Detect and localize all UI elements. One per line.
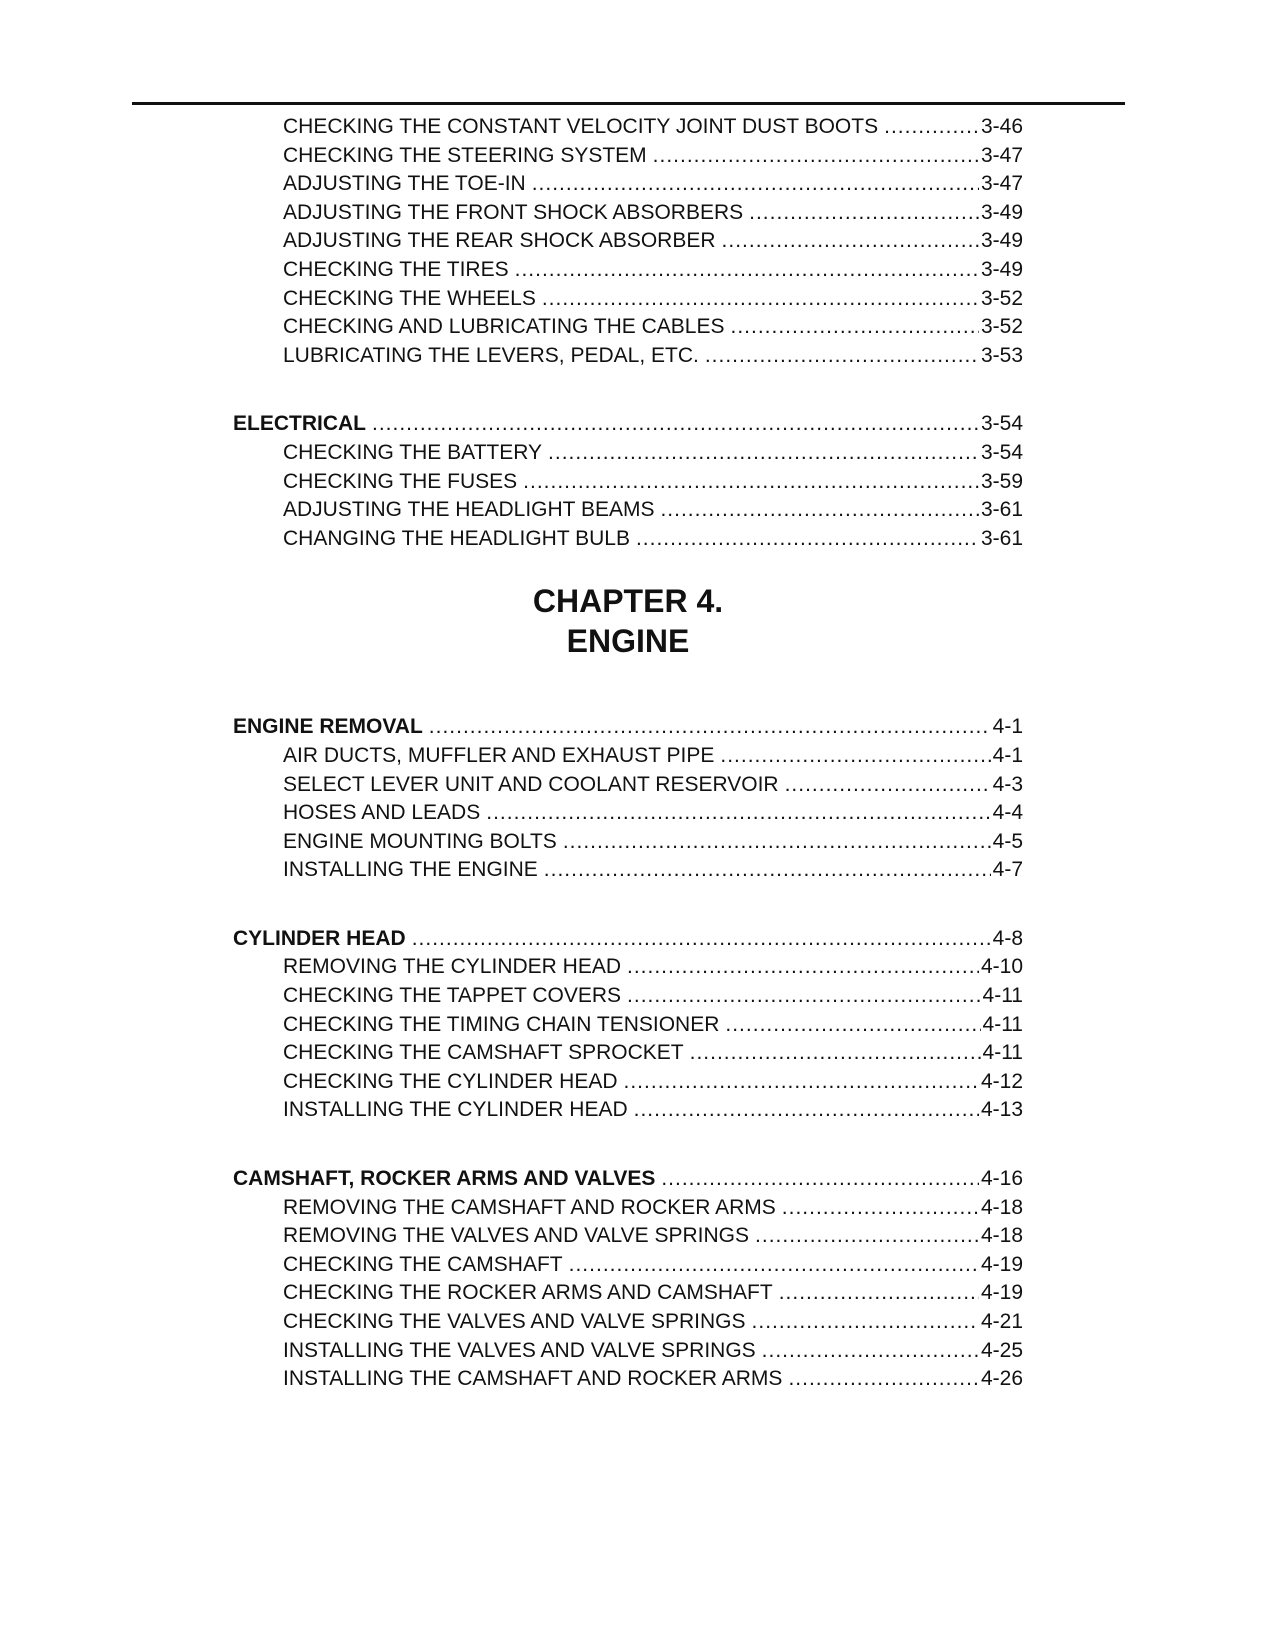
toc-entry[interactable]: [233, 771, 1023, 800]
toc-heading-label: CYLINDER HEAD: [233, 926, 406, 950]
dot-leader: [782, 1194, 979, 1223]
toc-heading-page: 4-16: [980, 1167, 1023, 1191]
toc-entry-page: 4-21: [980, 1310, 1023, 1333]
toc-entry-page: 3-47: [980, 143, 1023, 167]
dot-leader: [429, 713, 991, 742]
toc-entry-label: CHECKING THE CONSTANT VELOCITY JOINT DUST BOOTS: [283, 115, 879, 138]
toc-heading-label: CAMSHAFT, ROCKER ARMS AND VALVES: [233, 1167, 656, 1191]
toc-entry[interactable]: [233, 1308, 1023, 1337]
toc-entry-label: INSTALLING THE VALVES AND VALVE SPRINGS: [283, 1338, 756, 1362]
toc-entry-label: CHECKING THE WHEELS: [283, 286, 536, 310]
toc-entry[interactable]: [233, 525, 1023, 554]
toc-entry[interactable]: [233, 1279, 1023, 1308]
toc-entry-page: 3-52: [980, 286, 1023, 310]
toc-entry-page: 3-61: [980, 526, 1023, 550]
dot-leader: [779, 1279, 979, 1308]
toc-entry-page: 4-18: [980, 1195, 1023, 1219]
toc-entry[interactable]: [233, 1096, 1023, 1125]
toc-entry-page: 3-61: [980, 498, 1023, 522]
toc-section-cylinder-head: [233, 925, 1023, 1125]
dot-leader: [725, 1011, 980, 1040]
toc-entry-page: 4-7: [992, 858, 1023, 882]
toc-section-heading[interactable]: [233, 925, 1023, 954]
toc-entry-label: CHECKING THE BATTERY: [283, 440, 543, 464]
toc-entry-page: 3-49: [980, 229, 1023, 253]
toc-entry-page: 4-1: [992, 743, 1023, 767]
toc-entry[interactable]: [233, 1194, 1023, 1223]
toc-entry[interactable]: [233, 439, 1023, 468]
dot-leader: [752, 1308, 979, 1337]
dot-leader: [627, 953, 979, 982]
toc-entry-label: INSTALLING THE CYLINDER HEAD: [283, 1098, 628, 1122]
toc-heading-page: 4-8: [992, 926, 1023, 950]
toc-section-electrical: [233, 410, 1023, 553]
toc-entry[interactable]: [233, 496, 1023, 525]
toc-entry-label: AIR DUCTS, MUFFLER AND EXHAUST PIPE: [283, 743, 715, 767]
toc-entry-label: CHECKING AND LUBRICATING THE CABLES: [283, 315, 725, 339]
dot-leader: [544, 856, 991, 885]
toc-section-heading[interactable]: [233, 410, 1023, 439]
toc-entry-page: 3-47: [980, 172, 1023, 196]
dot-leader: [785, 771, 991, 800]
toc-entry[interactable]: [233, 1337, 1023, 1366]
toc-entry-label: CHECKING THE TIMING CHAIN TENSIONER: [283, 1012, 720, 1036]
toc-entry-label: ADJUSTING THE REAR SHOCK ABSORBER: [283, 229, 716, 253]
dot-leader: [532, 170, 979, 199]
toc-entry-page: 3-49: [980, 257, 1023, 281]
toc-entry-label: ADJUSTING THE FRONT SHOCK ABSORBERS: [283, 200, 744, 224]
dot-leader: [660, 496, 979, 525]
dot-leader: [563, 828, 991, 857]
toc-entry[interactable]: [233, 856, 1023, 885]
toc-entry-label: CHECKING THE TAPPET COVERS: [283, 984, 622, 1008]
toc-heading-page: 3-54: [980, 412, 1023, 436]
toc-entry[interactable]: [233, 170, 1023, 199]
toc-entry-label: CHECKING THE CYLINDER HEAD: [283, 1069, 618, 1093]
toc-entry-page: 4-26: [980, 1367, 1023, 1391]
toc-entry[interactable]: [233, 1011, 1023, 1040]
dot-leader: [627, 982, 980, 1011]
toc-entry-page: 4-18: [980, 1224, 1023, 1248]
toc-entry-page: 4-11: [982, 984, 1023, 1008]
toc-section-heading[interactable]: [233, 1165, 1023, 1194]
dot-leader: [523, 468, 979, 497]
dot-leader: [720, 742, 990, 771]
toc-entry[interactable]: [233, 256, 1023, 285]
chapter-number: CHAPTER 4.: [532, 583, 724, 620]
toc-entry[interactable]: [233, 1251, 1023, 1280]
dot-leader: [542, 285, 979, 314]
toc-entry-page: 3-59: [980, 469, 1023, 493]
toc-heading-label: ENGINE REMOVAL: [233, 715, 423, 739]
toc-entry-page: 4-10: [980, 955, 1023, 979]
toc-entry-label: CHECKING THE ROCKER ARMS AND CAMSHAFT: [283, 1281, 773, 1305]
toc-entry-page: 4-19: [980, 1281, 1023, 1305]
toc-section-chapter3-continued: [233, 113, 1023, 370]
top-rule: [132, 102, 1125, 105]
toc-section-engine-removal: [233, 713, 1023, 885]
toc-entry-page: 4-11: [982, 1012, 1023, 1036]
toc-entry-label: ENGINE MOUNTING BOLTS: [283, 829, 557, 853]
toc-entry[interactable]: [233, 742, 1023, 771]
toc-entry[interactable]: [233, 313, 1023, 342]
toc-heading-page: 4-1: [992, 715, 1023, 739]
dot-leader: [636, 525, 979, 554]
toc-entry[interactable]: [233, 1039, 1023, 1068]
toc-entry-label: ADJUSTING THE HEADLIGHT BEAMS: [283, 498, 655, 522]
toc-entry-label: CHECKING THE VALVES AND VALVE SPRINGS: [283, 1310, 746, 1333]
toc-entry-page: 3-46: [980, 115, 1023, 138]
toc-entry[interactable]: [233, 342, 1023, 371]
toc-entry-page: 3-53: [980, 343, 1023, 367]
toc-entry-label: ADJUSTING THE TOE-IN: [283, 172, 526, 196]
toc-entry[interactable]: [233, 828, 1023, 857]
dot-leader: [788, 1365, 979, 1394]
dot-leader: [884, 113, 979, 142]
toc-entry-page: 4-25: [980, 1338, 1023, 1362]
toc-entry[interactable]: [233, 199, 1023, 228]
toc-entry[interactable]: [233, 1365, 1023, 1394]
dot-leader: [486, 799, 990, 828]
toc-section-heading[interactable]: [233, 713, 1023, 742]
toc-entry[interactable]: [233, 1068, 1023, 1097]
toc-entry-label: LUBRICATING THE LEVERS, PEDAL, ETC.: [283, 343, 699, 367]
toc-entry[interactable]: [233, 953, 1023, 982]
dot-leader: [690, 1039, 981, 1068]
toc-entry-page: 3-52: [980, 315, 1023, 339]
dot-leader: [730, 313, 978, 342]
toc-entry-label: CHECKING THE STEERING SYSTEM: [283, 143, 647, 167]
toc-entry-page: 4-3: [992, 772, 1023, 796]
dot-leader: [372, 410, 979, 439]
dot-leader: [722, 227, 979, 256]
toc-entry[interactable]: [233, 113, 1023, 142]
toc-entry-label: SELECT LEVER UNIT AND COOLANT RESERVOIR: [283, 772, 779, 796]
toc-entry-page: 4-5: [992, 829, 1023, 853]
dot-leader: [412, 925, 991, 954]
dot-leader: [515, 256, 979, 285]
section-spacer: [233, 885, 1023, 925]
toc-entry-label: CHECKING THE CAMSHAFT: [283, 1252, 563, 1276]
toc-heading-label: ELECTRICAL: [233, 412, 366, 436]
chapter-title: ENGINE: [566, 623, 690, 660]
dot-leader: [755, 1222, 979, 1251]
section-spacer: [233, 1125, 1023, 1165]
toc-entry[interactable]: [233, 142, 1023, 171]
toc-entry[interactable]: [233, 1222, 1023, 1251]
toc-entry-label: CHECKING THE CAMSHAFT SPROCKET: [283, 1041, 684, 1065]
toc-entry-label: REMOVING THE CYLINDER HEAD: [283, 955, 621, 979]
toc-entry-page: 4-19: [980, 1252, 1023, 1276]
toc-entry-page: 4-12: [980, 1069, 1023, 1093]
table-of-contents: [233, 113, 1023, 1394]
dot-leader: [661, 1165, 979, 1194]
dot-leader: [569, 1251, 979, 1280]
toc-entry-page: 3-54: [980, 440, 1023, 464]
dot-leader: [705, 342, 979, 371]
toc-entry[interactable]: [233, 799, 1023, 828]
toc-entry[interactable]: [233, 982, 1023, 1011]
toc-entry[interactable]: [233, 285, 1023, 314]
dot-leader: [548, 439, 979, 468]
toc-entry-label: INSTALLING THE ENGINE: [283, 858, 538, 882]
toc-entry-label: HOSES AND LEADS: [283, 801, 481, 825]
dot-leader: [762, 1337, 979, 1366]
dot-leader: [624, 1068, 979, 1097]
toc-entry-page: 4-11: [982, 1041, 1023, 1065]
dot-leader: [749, 199, 979, 228]
dot-leader: [634, 1096, 979, 1125]
dot-leader: [653, 142, 979, 171]
toc-section-camshaft: [233, 1165, 1023, 1394]
toc-entry-page: 4-4: [992, 801, 1023, 825]
toc-entry-page: 3-49: [980, 200, 1023, 224]
toc-entry-label: REMOVING THE CAMSHAFT AND ROCKER ARMS: [283, 1195, 776, 1219]
toc-entry[interactable]: [233, 227, 1023, 256]
toc-entry-label: CHECKING THE FUSES: [283, 469, 518, 493]
chapter-heading: [233, 553, 1023, 713]
toc-entry-page: 4-13: [980, 1098, 1023, 1122]
toc-entry-label: CHANGING THE HEADLIGHT BULB: [283, 526, 630, 550]
section-spacer: [233, 370, 1023, 410]
toc-entry-label: REMOVING THE VALVES AND VALVE SPRINGS: [283, 1224, 750, 1248]
toc-entry[interactable]: [233, 468, 1023, 497]
toc-entry-label: INSTALLING THE CAMSHAFT AND ROCKER ARMS: [283, 1367, 783, 1391]
toc-entry-label: CHECKING THE TIRES: [283, 257, 509, 281]
